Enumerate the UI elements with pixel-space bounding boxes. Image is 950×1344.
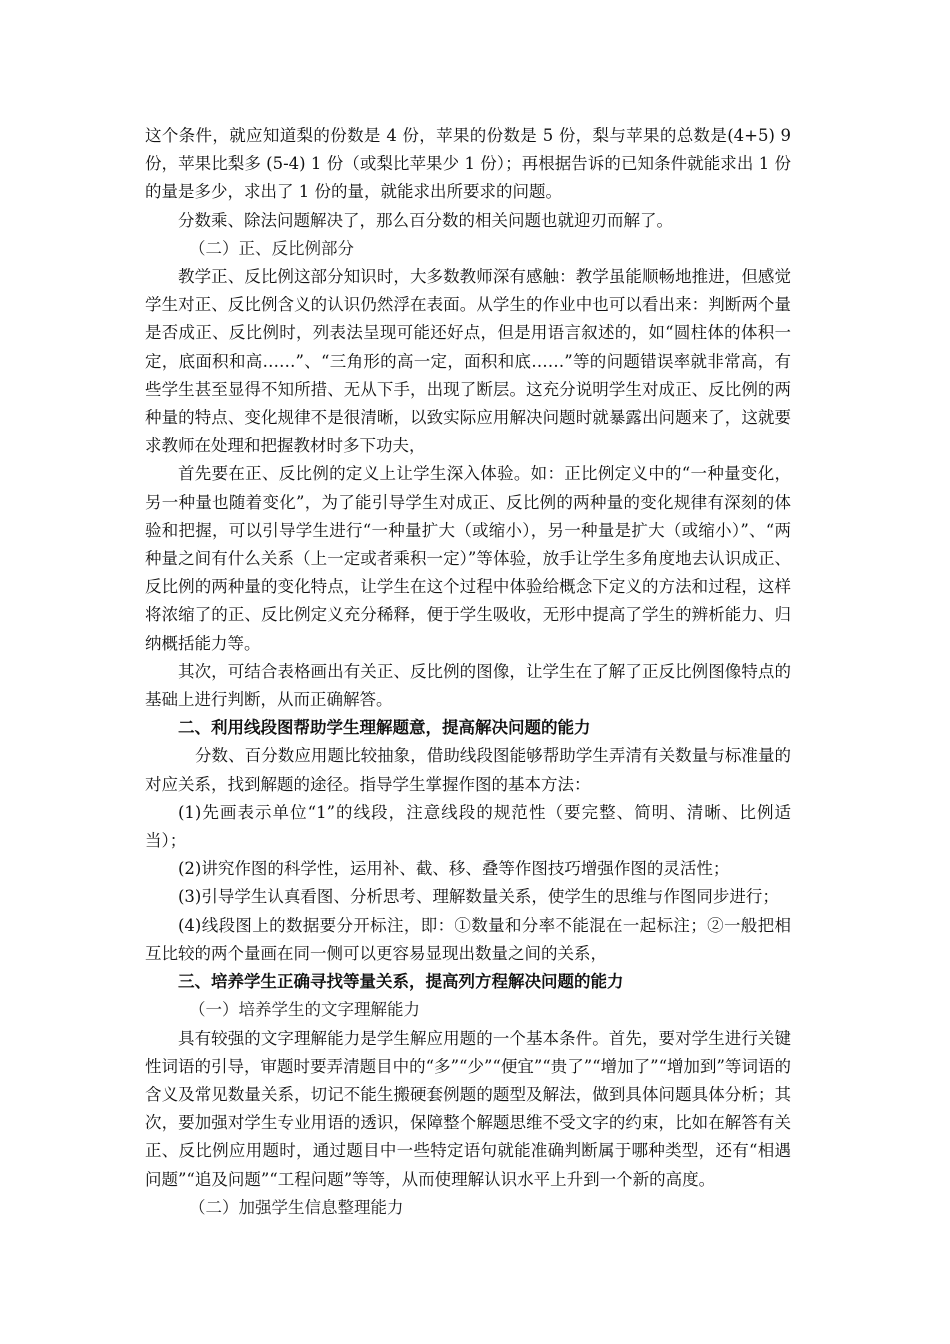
list-item-3: (3)引导学生认真看图、分析思考、理解数量关系，使学生的思维与作图同步进行； <box>178 887 779 907</box>
document-page <box>145 122 791 1222</box>
section-heading-line-diagram: 二、利用线段图帮助学生理解题意，提高解决问题的能力 <box>178 718 591 738</box>
paragraph-proportion-graph: 其次，可结合表格画出有关正、反比例的图像，让学生在了解了正反比例图像特点的基础上进行判断，从而正确解答。 <box>145 661 791 710</box>
paragraph-line-diagram-intro: 分数、百分数应用题比较抽象，借助线段图能够帮助学生弄清有关数量与标准量的对应关系，找到解题的途径。指导学生掌握作图的基本方法： <box>145 746 791 794</box>
paragraph-text-comprehension: 具有较强的文字理解能力是学生解应用题的一个基本条件。首先，要对学生进行关键性词语的引导，审题时要弄清题目中的“多”“少”“便宜”“贵了”“增加了”“增加到”等词语的含义及常见数量关系，切记不能生搬硬套例题的题型及解法，做到具体问题具体分析；其次，要加强对学生专业用语的透识，保障整个解题思维不受文字的约束，比如在解答有关正、反比例应用题时，通过题目中一些特定语句就能准确判断属于哪种类型，还有“相遇问题”“追及问题”“工程问题”等等，从而使理解认识水平上升到一个新的高度。 <box>145 1028 791 1189</box>
paragraph-fraction-summary: 分数乘、除法问题解决了，那么百分数的相关问题也就迎刃而解了。 <box>178 210 673 230</box>
subheading-text-comprehension: （一）培养学生的文字理解能力 <box>189 1000 420 1020</box>
paragraph-continuation: 这个条件，就应知道梨的份数是 4 份，苹果的份数是 5 份，梨与苹果的总数是(4+5) 9 份，苹果比梨多 (5-4) 1 份（或梨比苹果少 1 份）；再根据告诉的已知条件就能求出 1 份的量是多少，求出了 1 份的量，就能求出所要求的问题。 <box>145 126 791 202</box>
list-item-1: (1)先画表示单位“1”的线段，注意线段的规范性（要完整、简明、清晰、比例适当）； <box>145 802 791 851</box>
paragraph-proportion-teaching: 教学正、反比例这部分知识时，大多数教师深有感触：教学虽能顺畅地推进，但感觉学生对正、反比例含义的认识仍然浮在表面。从学生的作业中也可以看出来：判断两个量是否成正、反比例时，列表法呈现可能还好点，但是用语言叙述的，如“圆柱体的体积一定，底面积和高……”、“三角形的高一定，面积和底……”等的问题错误率就非常高，有些学生甚至显得不知所措、无从下手，出现了断层。这充分说明学生对成正、反比例的两种量的特点、变化规律不是很清晰，以致实际应用解决问题时就暴露出问题来了，这就要求教师在处理和把握教材时多下功夫， <box>145 267 791 456</box>
subheading-information: （二）加强学生信息整理能力 <box>189 1197 404 1217</box>
section-heading-equations: 三、培养学生正确寻找等量关系，提高列方程解决问题的能力 <box>178 972 624 992</box>
paragraph-proportion-definition: 首先要在正、反比例的定义上让学生深入体验。如：正比例定义中的“一种量变化，另一种量也随着变化”，为了能引导学生对成正、反比例的两种量的变化规律有深刻的体验和把握，可以引导学生进行“一种量扩大（或缩小），另一种量是扩大（或缩小）”、“两种量之间有什么关系（上一定或者乘积一定）”等体验，放手让学生多角度地去认识成正、反比例的两种量的变化特点，让学生在这个过程中体验给概念下定义的方法和过程，这样将浓缩了的正、反比例定义充分稀释，便于学生吸收，无形中提高了学生的辨析能力、归纳概括能力等。 <box>145 464 791 653</box>
list-item-2: (2)讲究作图的科学性，运用补、截、移、叠等作图技巧增强作图的灵活性； <box>178 859 730 879</box>
list-item-4: (4)线段图上的数据要分开标注，即：①数量和分率不能混在一起标注；②一般把相互比较的两个量画在同一侧可以更容易显现出数量之间的关系， <box>145 915 791 963</box>
subheading-proportion: （二）正、反比例部分 <box>189 238 354 258</box>
